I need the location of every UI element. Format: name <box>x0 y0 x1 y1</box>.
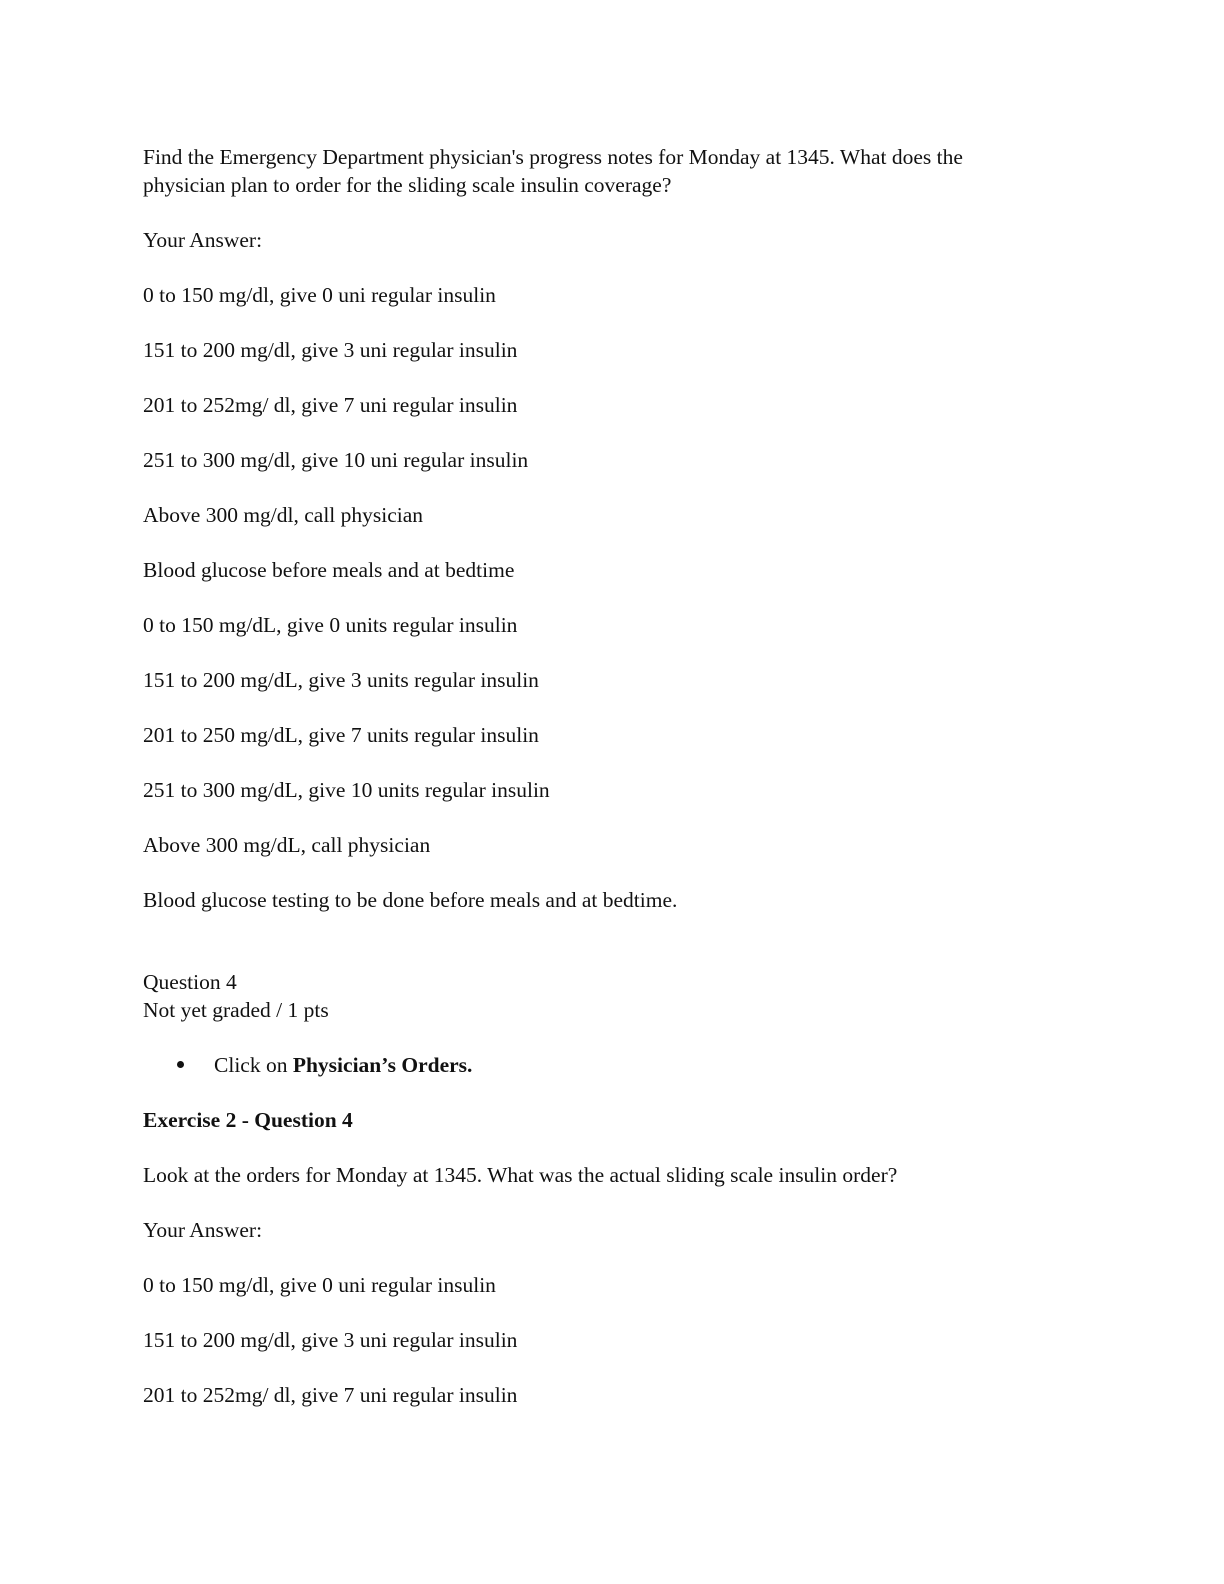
answer-line: 251 to 300 mg/dl, give 10 uni regular insulin <box>143 448 529 472</box>
question-prompt: Look at the orders for Monday at 1345. What was the actual sliding scale insulin order? <box>143 1163 898 1187</box>
question-prompt-line-2: physician plan to order for the sliding scale insulin coverage? <box>143 173 672 197</box>
your-answer-label: Your Answer: <box>143 228 263 252</box>
answer-line: Above 300 mg/dl, call physician <box>143 503 424 527</box>
answer-key-line: 0 to 150 mg/dL, give 0 units regular insulin <box>143 613 518 637</box>
answer-key-line: Above 300 mg/dL, call physician <box>143 833 431 857</box>
bullet-icon <box>177 1061 184 1068</box>
answer-line: 201 to 252mg/ dl, give 7 uni regular insulin <box>143 393 518 417</box>
grading-status: Not yet graded / 1 pts <box>143 998 329 1022</box>
exercise-heading: Exercise 2 - Question 4 <box>143 1108 353 1132</box>
answer-key-line: 251 to 300 mg/dL, give 10 units regular insulin <box>143 778 550 802</box>
answer-line: 151 to 200 mg/dl, give 3 uni regular insulin <box>143 338 518 362</box>
instruction-bold-text: Physician’s Orders. <box>292 1053 473 1077</box>
answer-line: 201 to 252mg/ dl, give 7 uni regular insulin <box>143 1383 518 1407</box>
answer-key-line: 151 to 200 mg/dL, give 3 units regular insulin <box>143 668 539 692</box>
answer-line: 0 to 150 mg/dl, give 0 uni regular insulin <box>143 1273 496 1297</box>
instruction-bullet <box>214 1051 472 1079</box>
answer-key-line: 201 to 250 mg/dL, give 7 units regular insulin <box>143 723 539 747</box>
your-answer-label: Your Answer: <box>143 1218 263 1242</box>
question-heading: Question 4 <box>143 970 237 994</box>
answer-key-line: Blood glucose testing to be done before meals and at bedtime. <box>143 888 678 912</box>
question-prompt-line-1: Find the Emergency Department physician's progress notes for Monday at 1345. What does the <box>143 145 963 169</box>
answer-line: Blood glucose before meals and at bedtime <box>143 558 515 582</box>
answer-line: 151 to 200 mg/dl, give 3 uni regular insulin <box>143 1328 518 1352</box>
answer-line: 0 to 150 mg/dl, give 0 uni regular insulin <box>143 283 496 307</box>
instruction-text: Click on <box>214 1053 293 1077</box>
